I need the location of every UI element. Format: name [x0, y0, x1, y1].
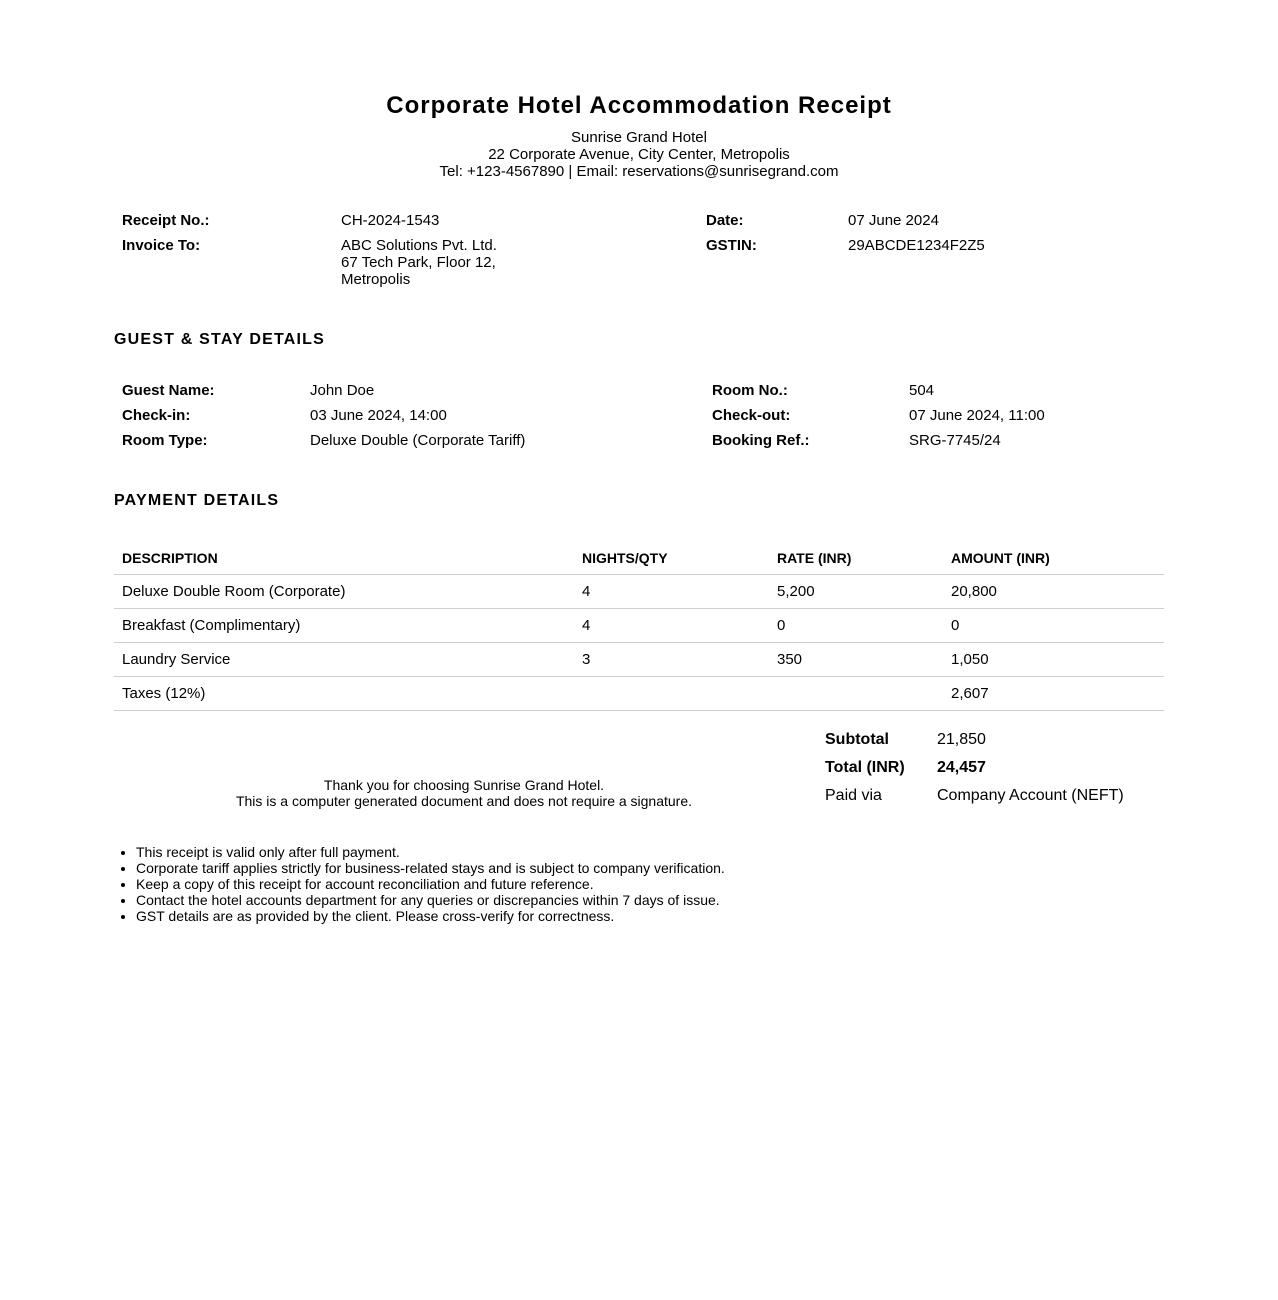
col-description: DESCRIPTION	[114, 542, 574, 575]
room-no-value: 504	[909, 382, 935, 399]
invoice-to-label: Invoice To:	[122, 237, 201, 254]
invoice-to-line: ABC Solutions Pvt. Ltd.	[341, 237, 497, 254]
thanks-line: Thank you for choosing Sunrise Grand Hotel.	[323, 777, 605, 793]
cell-amount: 1,050	[943, 643, 1164, 677]
col-qty: NIGHTS/QTY	[574, 542, 769, 575]
cell-amount: 20,800	[943, 575, 1164, 609]
checkout-label: Check-out:	[712, 407, 791, 424]
thank-you-note	[114, 777, 814, 809]
paid-via-label: Paid via	[825, 787, 882, 804]
list-item: • This receipt is valid only after full payment.	[136, 844, 725, 860]
terms-list	[114, 844, 725, 924]
cell-rate: 350	[769, 643, 943, 677]
cell-rate: 0	[769, 609, 943, 643]
room-type-value: Deluxe Double (Corporate Tariff)	[310, 432, 526, 449]
invoice-to-line: Metropolis	[341, 271, 411, 288]
signature-note: This is a computer generated document and does not require a signature.	[235, 793, 693, 809]
total-value: 24,457	[937, 759, 986, 776]
cell-description: Laundry Service	[114, 643, 574, 677]
receipt-page	[114, 92, 1164, 924]
room-type-label: Room Type:	[122, 432, 208, 449]
booking-ref-label: Booking Ref.:	[712, 432, 810, 449]
list-item: • Keep a copy of this receipt for account reconciliation and future reference.	[136, 876, 725, 892]
booking-ref-value: SRG-7745/24	[909, 432, 1001, 449]
cell-description: Deluxe Double Room (Corporate)	[114, 575, 574, 609]
receipt-no-value: CH-2024-1543	[341, 212, 440, 229]
table-row	[114, 609, 1164, 643]
cell-qty	[574, 677, 769, 711]
hotel-address: 22 Corporate Avenue, City Center, Metropolis	[488, 146, 790, 163]
cell-rate	[769, 677, 943, 711]
date-value: 07 June 2024	[848, 212, 939, 229]
invoice-to-value	[341, 237, 497, 288]
guest-name-value: John Doe	[310, 382, 375, 399]
gstin-label: GSTIN:	[706, 237, 757, 254]
cell-amount: 0	[943, 609, 1164, 643]
list-item: • GST details are as provided by the client. Please cross-verify for correctness.	[136, 908, 725, 924]
date-label: Date:	[706, 212, 744, 229]
receipt-no-label: Receipt No.:	[122, 212, 210, 229]
cell-amount: 2,607	[943, 677, 1164, 711]
payment-table	[114, 542, 1164, 711]
cell-qty: 3	[574, 643, 769, 677]
room-no-label: Room No.:	[712, 382, 788, 399]
checkin-label: Check-in:	[122, 407, 191, 424]
cell-qty: 4	[574, 575, 769, 609]
stay-section-heading: GUEST & STAY DETAILS	[114, 331, 325, 348]
list-item: • Corporate tariff applies strictly for business-related stays and is subject to company verification.	[136, 860, 725, 876]
table-row	[114, 575, 1164, 609]
subtotal-label: Subtotal	[825, 731, 889, 748]
table-row	[114, 643, 1164, 677]
list-item: • Contact the hotel accounts department for any queries or discrepancies within 7 days of issue.	[136, 892, 725, 908]
cell-description: Taxes (12%)	[114, 677, 574, 711]
table-row	[114, 677, 1164, 711]
table-header-row	[114, 542, 1164, 575]
checkin-value: 03 June 2024, 14:00	[310, 407, 447, 424]
subtotal-value: 21,850	[937, 731, 986, 748]
paid-via-value: Company Account (NEFT)	[937, 787, 1124, 804]
cell-qty: 4	[574, 609, 769, 643]
total-label: Total (INR)	[825, 759, 905, 776]
payment-section-heading: PAYMENT DETAILS	[114, 492, 280, 509]
guest-name-label: Guest Name:	[122, 382, 215, 399]
page-title: Corporate Hotel Accommodation Receipt	[386, 92, 892, 119]
hotel-contact: Tel: +123-4567890 | Email: reservations@sunrisegrand.com	[439, 163, 839, 180]
checkout-value: 07 June 2024, 11:00	[909, 407, 1045, 424]
gstin-value: 29ABCDE1234F2Z5	[848, 237, 985, 254]
hotel-name: Sunrise Grand Hotel	[571, 129, 707, 146]
cell-description: Breakfast (Complimentary)	[114, 609, 574, 643]
col-rate: RATE (INR)	[769, 542, 943, 575]
cell-rate: 5,200	[769, 575, 943, 609]
hotel-info	[114, 129, 1164, 180]
invoice-to-line: 67 Tech Park, Floor 12,	[341, 254, 496, 271]
col-amount: AMOUNT (INR)	[943, 542, 1164, 575]
